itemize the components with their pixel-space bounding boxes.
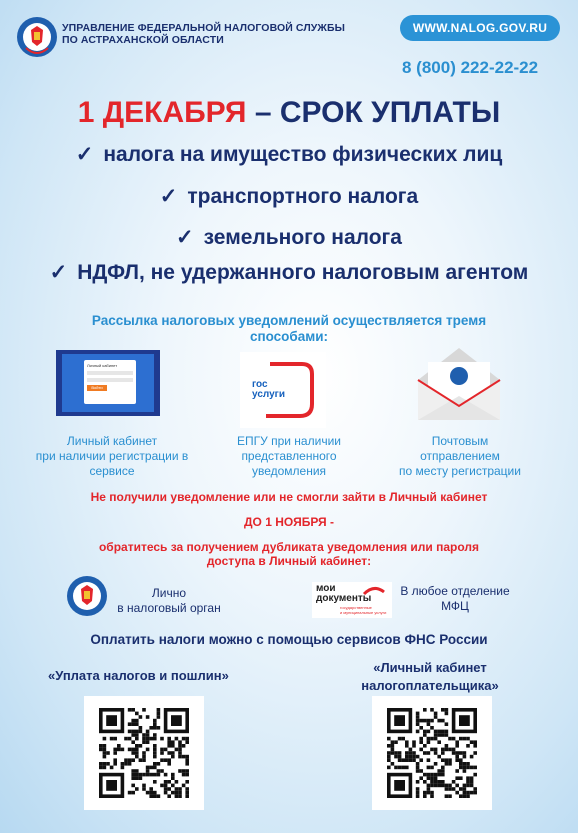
check-icon: ✓ bbox=[159, 185, 178, 208]
mfc-logo-small1: государственные bbox=[340, 605, 372, 610]
tax-item bbox=[0, 226, 578, 250]
qr-code-cabinet[interactable] bbox=[372, 696, 492, 810]
tax-office-caption bbox=[108, 586, 230, 616]
qr-code-icon bbox=[84, 696, 204, 810]
mfc-logo-text2: документы bbox=[316, 593, 372, 604]
tax-item bbox=[0, 261, 578, 285]
gosuslugi-logo-text2: услуги bbox=[252, 389, 285, 400]
mfc-line2: МФЦ bbox=[441, 599, 469, 613]
way-caption-line: сервисе bbox=[89, 464, 135, 478]
payment-service-1: «Уплата налогов и пошлин» bbox=[48, 668, 229, 683]
gosuslugi-logo-text1: гос bbox=[252, 379, 268, 390]
payment-service-2-line1: «Личный кабинет bbox=[373, 660, 487, 675]
way-caption-line: при наличии регистрации в bbox=[35, 449, 189, 463]
way-caption-line: представленного bbox=[241, 449, 337, 463]
payment-service-2 bbox=[340, 659, 520, 695]
way-caption-line: Почтовым bbox=[431, 434, 489, 448]
login-form bbox=[84, 360, 136, 404]
notice-line3: обратитесь за получением дубликата уведомления или пароля bbox=[98, 540, 480, 554]
fns-emblem-icon bbox=[16, 14, 58, 60]
page-title bbox=[0, 96, 578, 130]
tax-item bbox=[0, 143, 578, 167]
website-link[interactable]: WWW.NALOG.GOV.RU bbox=[400, 15, 560, 41]
notice-line4: доступа в Личный кабинет: bbox=[206, 554, 372, 568]
qr-code-icon bbox=[372, 696, 492, 810]
way-caption-line: уведомления bbox=[251, 464, 327, 478]
payment-service-2-line2: налогоплательщика» bbox=[361, 678, 499, 693]
phone-number[interactable]: 8 (800) 222-22-22 bbox=[402, 58, 539, 77]
mfc-caption bbox=[395, 584, 515, 614]
delivery-intro-line2: способами: bbox=[249, 329, 329, 344]
way-caption-line: отправлением bbox=[420, 449, 500, 463]
check-icon: ✓ bbox=[176, 226, 194, 249]
tax-item-label: земельного налога bbox=[203, 226, 402, 249]
deadline-date: 1 ДЕКАБРЯ bbox=[77, 96, 247, 129]
way-caption-epgu bbox=[207, 434, 371, 479]
tax-office-line1: Лично bbox=[151, 586, 187, 600]
notice-deadline: ДО 1 НОЯБРЯ - bbox=[244, 515, 334, 529]
deadline-label: – СРОК УПЛАТЫ bbox=[246, 96, 501, 129]
way-caption-line: Личный кабинет bbox=[66, 434, 158, 448]
tax-item bbox=[0, 185, 578, 209]
gosuslugi-logo bbox=[240, 352, 326, 428]
payment-heading: Оплатить налоги можно с помощью сервисов ФНС России bbox=[90, 632, 488, 647]
login-form-title: Личный кабинет bbox=[87, 363, 118, 368]
tax-item-label: НДФЛ, не удержанного налоговым агентом bbox=[77, 261, 529, 284]
tax-office-line2: в налоговый орган bbox=[117, 601, 221, 615]
mfc-logo-small2: и муниципальные услуги bbox=[340, 610, 387, 615]
notice-line1: Не получили уведомление или не смогли зайти в Личный кабинет bbox=[90, 490, 488, 504]
mfc-logo-text1: мои bbox=[316, 583, 336, 594]
check-icon: ✓ bbox=[49, 261, 68, 284]
tax-item-label: налога на имущество физических лиц bbox=[103, 143, 503, 166]
way-caption-line: ЕПГУ при наличии bbox=[237, 434, 341, 448]
envelope-icon bbox=[410, 340, 508, 428]
way-caption-cabinet bbox=[30, 434, 194, 479]
tax-item-label: транспортного налога bbox=[187, 185, 419, 208]
way-caption-line: по месту регистрации bbox=[399, 464, 521, 478]
delivery-intro-line1: Рассылка налоговых уведомлений осуществляется тремя bbox=[91, 313, 487, 328]
login-button: Войти bbox=[87, 385, 107, 391]
personal-cabinet-screenshot bbox=[56, 350, 160, 416]
org-name-line2: ПО АСТРАХАНСКОЙ ОБЛАСТИ bbox=[62, 34, 224, 46]
org-name-line1: УПРАВЛЕНИЕ ФЕДЕРАЛЬНОЙ НАЛОГОВОЙ СЛУЖБЫ bbox=[62, 22, 346, 34]
way-caption-post bbox=[378, 434, 542, 479]
mfc-logo bbox=[312, 582, 392, 618]
notice-instruction bbox=[0, 540, 578, 568]
qr-code-payment[interactable] bbox=[84, 696, 204, 810]
fns-office-emblem-icon bbox=[66, 574, 108, 618]
mfc-ribbon-icon bbox=[362, 584, 386, 598]
check-icon: ✓ bbox=[75, 143, 94, 166]
mfc-line1: В любое отделение bbox=[400, 584, 510, 598]
